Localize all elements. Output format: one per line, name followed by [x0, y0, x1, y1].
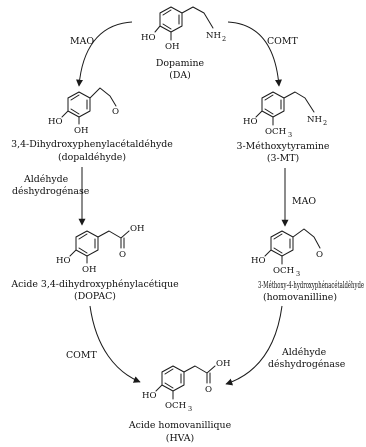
dopac-oh-acid-label: OH	[130, 224, 145, 234]
homovanilline-structure	[251, 229, 323, 278]
hva-och-label: OCH	[165, 401, 187, 411]
enzyme-mao-right: MAO	[292, 196, 317, 207]
hva-abbr: (HVA)	[165, 433, 195, 444]
dopamine-structure	[141, 7, 226, 52]
dopac-abbr: (DOPAC)	[74, 291, 116, 302]
dopamine-nh-subscript: 2	[222, 35, 227, 43]
dopal-structure	[48, 88, 119, 136]
arrow-dopamine-to-dopal	[79, 22, 132, 86]
dopal-o-label: O	[112, 107, 120, 117]
dopamine-name: Dopamine	[155, 58, 205, 69]
hva-och-subscript: 3	[188, 405, 193, 413]
dopac-ho-label: HO	[56, 256, 71, 266]
arrow-homovanilline-to-hva	[226, 306, 282, 384]
dopac-o-label: O	[119, 250, 127, 260]
enzyme-aldh-right-line2: déshydrogénase	[268, 359, 346, 370]
dopal-name: 3,4-Dihydroxyphenylacétaldéhyde	[11, 139, 173, 150]
enzyme-comt-bottom: COMT	[66, 350, 97, 361]
methoxytyramine-abbr: (3-MT)	[266, 153, 300, 164]
methoxytyramine-name: 3-Méthoxytyramine	[236, 141, 330, 152]
dopac-name: Acide 3,4-dihydroxyphénylacétique	[11, 279, 179, 290]
methoxytyramine-structure	[243, 92, 327, 139]
homovanilline-abbr: (homovanilline)	[262, 292, 338, 303]
methoxytyramine-nh-label: NH	[307, 115, 323, 125]
hva-oh-acid-label: OH	[216, 359, 231, 369]
dopac-structure	[56, 224, 145, 275]
hva-o-label: O	[205, 385, 213, 395]
methoxytyramine-ho-label: HO	[243, 117, 258, 127]
enzyme-mao-left: MAO	[70, 36, 95, 47]
dopamine-ho-label: HO	[141, 33, 156, 43]
dopamine-abbr: (DA)	[169, 70, 191, 81]
enzyme-aldh-left-line2: déshydrogénase	[12, 186, 90, 197]
methoxytyramine-och-label: OCH	[265, 127, 287, 137]
dopac-oh-label: OH	[82, 265, 97, 275]
homovanilline-o-label: O	[316, 250, 324, 260]
methoxytyramine-och-subscript: 3	[288, 131, 293, 139]
dopal-oh-label: OH	[74, 126, 89, 136]
dopal-ho-label: HO	[48, 117, 63, 127]
hva-ho-label: HO	[142, 391, 157, 401]
dopamine-oh-label: OH	[165, 42, 180, 52]
dopamine-nh-label: NH	[206, 31, 222, 41]
homovanilline-name: 3-Méthoxy-4-hydroxyphénacétaldéhyde	[258, 280, 365, 291]
homovanilline-och-subscript: 3	[296, 270, 301, 278]
hva-name: Acide homovanillique	[128, 420, 232, 431]
homovanilline-och-label: OCH	[273, 266, 295, 276]
dopal-abbr: (dopaldéhyde)	[58, 152, 126, 163]
enzyme-comt-top: COMT	[267, 36, 298, 47]
enzyme-aldh-left-line1: Aldéhyde	[24, 174, 69, 185]
hva-structure	[142, 359, 231, 413]
methoxytyramine-nh-subscript: 2	[323, 119, 328, 127]
homovanilline-ho-label: HO	[251, 256, 266, 266]
enzyme-aldh-right-line1: Aldéhyde	[282, 347, 327, 358]
arrow-dopac-to-hva	[90, 306, 140, 382]
arrow-dopamine-to-methoxytyramine	[228, 22, 279, 86]
